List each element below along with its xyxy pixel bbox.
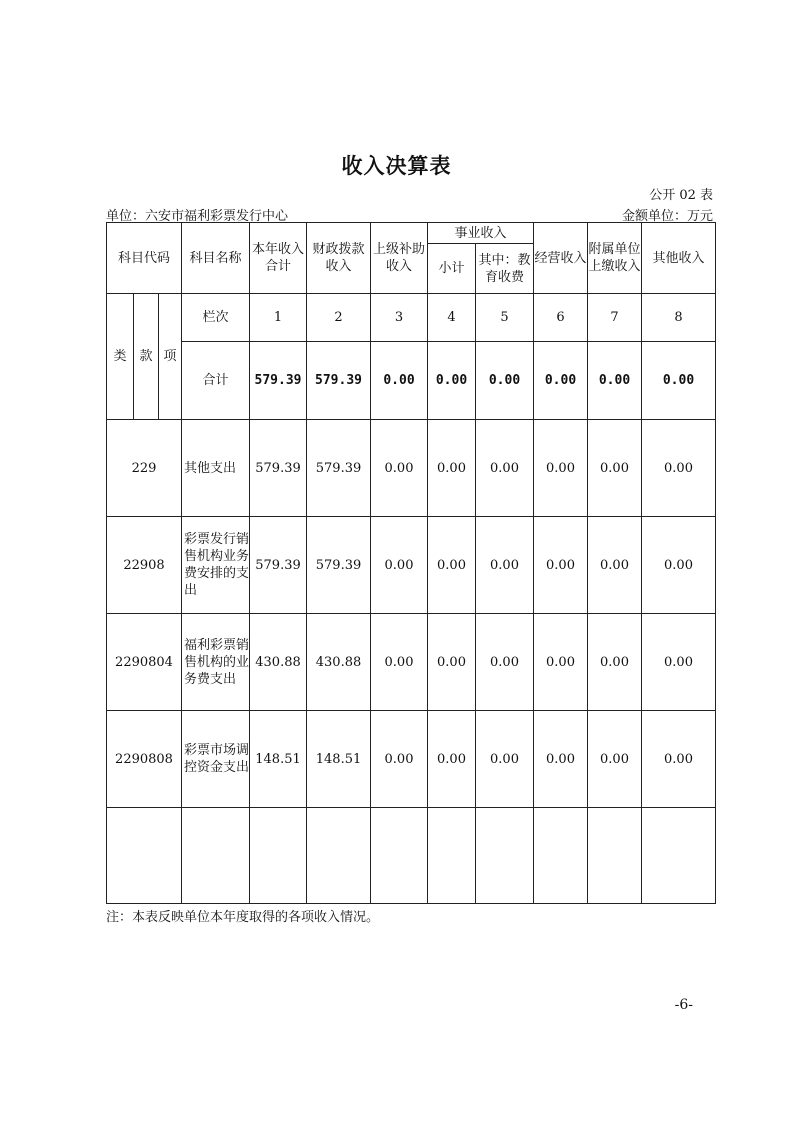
footnote: 注：本表反映单位本年度取得的各项收入情况。 xyxy=(106,910,380,925)
row-value: 0.00 xyxy=(476,517,534,614)
header-superior: 上级补助收入 xyxy=(371,223,428,294)
header-fiscal: 财政拨款收入 xyxy=(307,223,371,294)
row-value: 148.51 xyxy=(250,711,307,808)
row-value: 0.00 xyxy=(588,517,642,614)
row-value: 0.00 xyxy=(534,420,588,517)
empty-cell xyxy=(371,808,428,904)
col-num: 5 xyxy=(476,294,534,342)
header-edu: 其中：教育收费 xyxy=(476,244,534,294)
total-value: 0.00 xyxy=(588,342,642,420)
row-value: 579.39 xyxy=(307,517,371,614)
header-business: 事业收入 xyxy=(428,223,534,244)
income-table xyxy=(106,222,716,904)
table-row xyxy=(107,420,716,517)
row-value: 0.00 xyxy=(476,420,534,517)
col-num: 7 xyxy=(588,294,642,342)
table-row xyxy=(107,517,716,614)
header-other: 其他收入 xyxy=(642,223,716,294)
header-affiliated: 附属单位上缴收入 xyxy=(588,223,642,294)
col-num: 2 xyxy=(307,294,371,342)
col-num: 3 xyxy=(371,294,428,342)
total-value: 0.00 xyxy=(534,342,588,420)
row-value: 0.00 xyxy=(642,420,716,517)
row-name: 彩票市场调控资金支出 xyxy=(182,711,250,808)
total-value: 0.00 xyxy=(642,342,716,420)
header-operating: 经营收入 xyxy=(534,223,588,294)
header-subtotal: 小计 xyxy=(428,244,476,294)
total-value: 579.39 xyxy=(250,342,307,420)
page-number: -6- xyxy=(674,997,693,1013)
total-value: 0.00 xyxy=(428,342,476,420)
row-code: 229 xyxy=(107,420,182,517)
row-value: 0.00 xyxy=(642,517,716,614)
row-value: 0.00 xyxy=(371,614,428,711)
row-value: 579.39 xyxy=(307,420,371,517)
row-value: 0.00 xyxy=(534,711,588,808)
unit-label: 单位：六安市福利彩票发行中心 xyxy=(106,209,289,224)
empty-cell xyxy=(182,808,250,904)
col-num: 8 xyxy=(642,294,716,342)
money-unit-label: 金额单位：万元 xyxy=(621,209,713,224)
header-kuan: 款 xyxy=(134,294,159,420)
empty-cell xyxy=(307,808,371,904)
col-num: 6 xyxy=(534,294,588,342)
empty-cell xyxy=(476,808,534,904)
page-title: 收入决算表 xyxy=(341,153,452,178)
total-label: 合计 xyxy=(182,342,250,420)
header-total: 本年收入合计 xyxy=(250,223,307,294)
row-code: 22908 xyxy=(107,517,182,614)
row-value: 0.00 xyxy=(371,711,428,808)
col-num: 1 xyxy=(250,294,307,342)
header-xiang: 项 xyxy=(159,294,182,420)
row-value: 0.00 xyxy=(428,420,476,517)
row-value: 579.39 xyxy=(250,517,307,614)
row-name: 其他支出 xyxy=(182,420,250,517)
empty-cell xyxy=(107,808,182,904)
row-code: 2290804 xyxy=(107,614,182,711)
col-num: 4 xyxy=(428,294,476,342)
empty-cell xyxy=(250,808,307,904)
row-value: 0.00 xyxy=(588,420,642,517)
row-value: 0.00 xyxy=(476,614,534,711)
row-name: 彩票发行销售机构业务费安排的支出 xyxy=(182,517,250,614)
row-value: 0.00 xyxy=(371,420,428,517)
row-value: 0.00 xyxy=(428,711,476,808)
header-name: 科目名称 xyxy=(182,223,250,294)
row-name: 福利彩票销售机构的业务费支出 xyxy=(182,614,250,711)
row-value: 0.00 xyxy=(534,517,588,614)
row-value: 0.00 xyxy=(534,614,588,711)
row-value: 0.00 xyxy=(476,711,534,808)
row-value: 0.00 xyxy=(428,517,476,614)
table-row xyxy=(107,711,716,808)
row-value: 0.00 xyxy=(428,614,476,711)
empty-cell xyxy=(534,808,588,904)
header-lei: 类 xyxy=(107,294,134,420)
row-value: 0.00 xyxy=(642,711,716,808)
empty-cell xyxy=(428,808,476,904)
form-number: 公开 02 表 xyxy=(649,188,713,203)
row-code: 2290808 xyxy=(107,711,182,808)
total-value: 0.00 xyxy=(476,342,534,420)
row-value: 0.00 xyxy=(588,614,642,711)
row-value: 430.88 xyxy=(250,614,307,711)
table-row xyxy=(107,614,716,711)
empty-cell xyxy=(642,808,716,904)
empty-cell xyxy=(588,808,642,904)
empty-row xyxy=(107,808,716,904)
header-code: 科目代码 xyxy=(107,223,182,294)
column-label: 栏次 xyxy=(182,294,250,342)
row-value: 0.00 xyxy=(371,517,428,614)
total-value: 579.39 xyxy=(307,342,371,420)
row-value: 430.88 xyxy=(307,614,371,711)
row-value: 0.00 xyxy=(642,614,716,711)
row-value: 0.00 xyxy=(588,711,642,808)
row-value: 148.51 xyxy=(307,711,371,808)
total-value: 0.00 xyxy=(371,342,428,420)
row-value: 579.39 xyxy=(250,420,307,517)
